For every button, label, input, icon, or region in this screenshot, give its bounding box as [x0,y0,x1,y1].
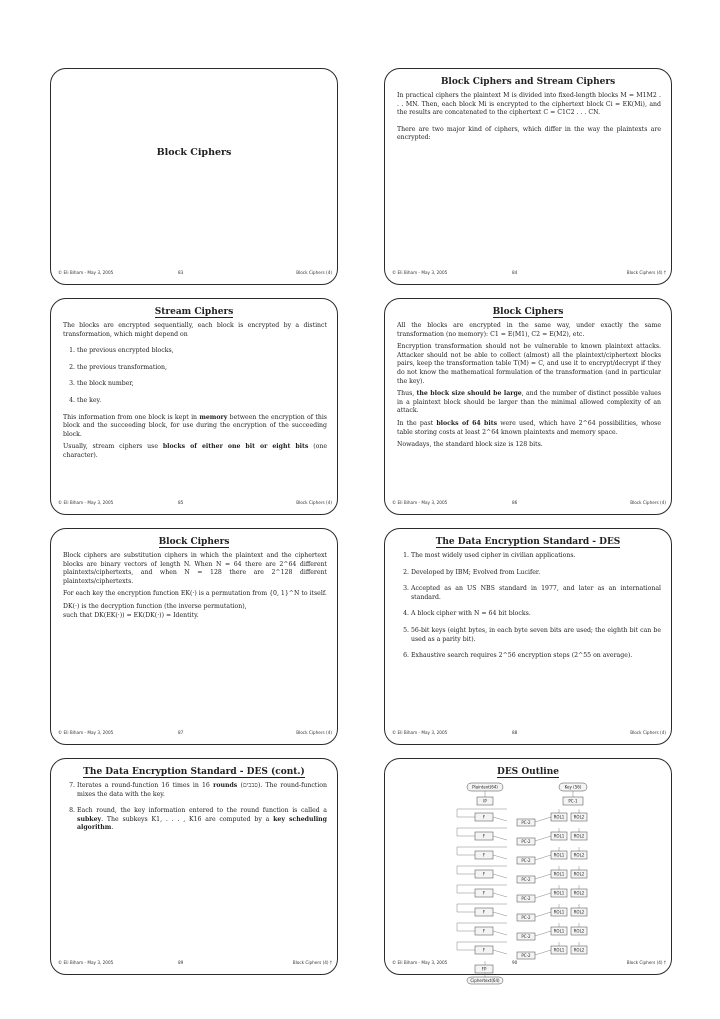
rol-box-label: ROL1 [553,909,565,915]
connector-line [493,855,507,859]
slide-body [385,548,671,661]
footer-author: © Eli Biham - May 3, 2005 [392,960,448,965]
list-item: 1. The most widely used cipher in civilian applications. [411,552,661,561]
rol-box-label: ROL1 [553,928,565,934]
footer-author: © Eli Biham - May 3, 2005 [392,270,448,275]
pc2-box-label: PC-2 [521,858,531,864]
paragraph: Nowadays, the standard block size is 128 bits. [397,441,543,449]
footer-topic: Block Ciphers (4) [296,270,332,275]
footer-topic: Block Ciphers (4) [630,500,666,505]
connector-line [535,931,551,936]
connector-line [535,874,551,879]
slide-89 [50,758,338,975]
slide-title: Block Ciphers [156,147,232,158]
des-diagram-svg [447,781,627,984]
slide-title [385,536,671,548]
ip-box-label: IP [483,798,487,804]
slide-title: Block Ciphers and Stream Ciphers [440,77,616,87]
list-item: 3. Accepted as an US NBS standard in 1977, and later as an international standard. [411,585,661,602]
footer-page: 87 [178,730,184,735]
pc2-box-label: PC-2 [521,839,531,845]
slide-83 [50,68,338,285]
connector-line [535,912,551,917]
paragraph: For each key the encryption function EK(·) is a permutation from {0, 1}^N to itself. [63,590,327,598]
slide-87 [50,528,338,745]
rol2-box-label: ROL2 [573,928,585,934]
slide-footer [50,268,338,278]
footer-topic: Block Ciphers (4) [630,730,666,735]
connector-line [493,817,507,821]
footer-page: 85 [178,500,184,505]
paragraph: There are two major kind of ciphers, which differ in the way the plaintexts are encrypted: [397,125,661,142]
slide-body [51,548,337,620]
plaintext-box-label: Plaintext(64) [472,784,498,790]
connector-line [493,950,507,954]
connector-line [535,855,551,860]
ciphertext-box-label: Ciphertext(64) [470,978,500,984]
list-item: 2. Developed by IBM; Evolved from Lucifer. [411,569,661,578]
paragraph: In practical ciphers the plaintext M is divided into fixed-length blocks M = M1M2 . . . MN. Then, each block Mi is encrypted to the ciphertext block Ci = EK(Mi), and the results are concatenated to the ciphertext C = C1C2 . . . CN. [397,92,661,117]
footer-page: 89 [178,960,184,965]
pc1-box-label: PC-1 [568,798,578,804]
footer-topic: Block Ciphers (4) † [626,270,666,275]
slide-85 [50,298,338,515]
footer-author: © Eli Biham - May 3, 2005 [392,500,448,505]
rol-box-label: ROL1 [553,814,565,820]
f-box-label: F [482,947,486,953]
slide-86 [384,298,672,515]
pc2-box-label: PC-2 [521,953,531,959]
rol-box-label: ROL1 [553,852,565,858]
footer-topic: Block Ciphers (4) [296,730,332,735]
paragraph: DK(·) is the decryption function (the inverse permutation), [63,602,247,610]
pc2-box-label: PC-2 [521,915,531,921]
slide-title [51,766,337,778]
list-item: 1. the previous encrypted blocks, [77,347,327,356]
slide-title-text: Block Ciphers [492,307,564,317]
key-box-label: Key (56) [564,784,582,790]
paragraph: Thus, the block size should be large, and the number of distinct possible values in a plaintext block should be larger than the minimal allowed complexity of an attack. [397,390,662,415]
footer-page: 86 [512,500,518,505]
slide-90 [384,758,672,984]
rol2-box-label: ROL2 [573,890,585,896]
paragraph: The blocks are encrypted sequentially, each block is encrypted by a distinct transformation, which might depend on [63,322,327,338]
slide-footer [384,728,672,738]
slide-title [385,306,671,318]
footer-page: 83 [178,270,184,275]
slide-body [51,778,337,833]
f-box-label: F [482,928,486,934]
paragraph: Block ciphers are substitution ciphers in which the plaintext and the ciphertext blocks are binary vectors of length N. When N = 64 there are 2^64 different plaintexts/ciphertexts, and when N = 128 there are 2^128 different plaintexts/ciphertexts. [63,552,327,585]
connector-line [493,893,507,897]
slide-88 [384,528,672,745]
footer-page: 88 [512,730,518,735]
footer-author: © Eli Biham - May 3, 2005 [392,730,448,735]
list [397,552,661,661]
connector-line [493,874,507,878]
fp-box-label: FP [481,966,487,972]
slide-body [385,88,671,143]
rol2-box-label: ROL2 [573,833,585,839]
pc2-box-label: PC-2 [521,820,531,826]
list-item: 8. Each round, the key information entered to the round function is called a subkey. The subkeys K1, . . . , K16 are computed by a key scheduling algorithm. [77,807,327,833]
connector-line [535,950,551,955]
f-box-label: F [482,890,486,896]
rol2-box-label: ROL2 [573,814,585,820]
rol-box-label: ROL1 [553,833,565,839]
rol2-box-label: ROL2 [573,909,585,915]
list-item: 3. the block number, [77,380,327,389]
footer-page: 84 [512,270,518,275]
slide-footer [50,728,338,738]
slide-body [385,318,671,450]
slide-title [385,766,671,778]
slide-title-text: The Data Encryption Standard - DES [435,537,621,547]
slide-footer [384,498,672,508]
f-box-label: F [482,852,486,858]
slide-title-text: The Data Encryption Standard - DES (cont.) [83,767,305,777]
connector-line [493,931,507,935]
slide-title-text: Block Ciphers [158,537,230,547]
slide-footer [384,958,672,968]
footer-topic: Block Ciphers (4) [296,500,332,505]
rol-box-label: ROL1 [553,947,565,953]
slide-title [51,536,337,548]
list-item: 5. 56-bit keys (eight bytes, in each byte seven bits are used; the eighth bit can be used as a parity bit). [411,627,661,644]
connector-line [493,836,507,840]
slide-84 [384,68,672,285]
paragraph: Usually, stream ciphers use blocks of either one bit or eight bits (one character). [63,443,328,459]
pc2-box-label: PC-2 [521,877,531,883]
footer-page: 90 [512,960,518,965]
des-outline-diagram [447,781,627,984]
f-box-label: F [482,909,486,915]
slide-footer [50,958,338,968]
slide-footer [50,498,338,508]
connector-line [493,912,507,916]
list [63,347,327,405]
connector-line [535,817,551,822]
paragraph: such that DK(EK(·)) = EK(DK(·)) = Identity. [63,611,199,619]
list-item: 2. the previous transformation, [77,364,327,373]
list-item: 4. A block cipher with N = 64 bit blocks. [411,610,661,619]
paragraph: In the past blocks of 64 bits were used, which have 2^64 possibilities, whose table storing costs at least 2^64 known plaintexts and memory space. [397,419,661,436]
slide-title [51,306,337,318]
paragraph: This information from one block is kept in memory between the encryption of this block and the succeeding block, for use during the encryption of the succeeding block. [63,413,327,438]
rol2-box-label: ROL2 [573,947,585,953]
slide-footer [384,268,672,278]
footer-author: © Eli Biham - May 3, 2005 [58,730,114,735]
list [63,782,327,833]
footer-author: © Eli Biham - May 3, 2005 [58,270,114,275]
rol-box-label: ROL1 [553,890,565,896]
rol2-box-label: ROL2 [573,871,585,877]
slide-title-text: DES Outline [497,767,559,777]
rol-box-label: ROL1 [553,871,565,877]
f-box-label: F [482,814,486,820]
footer-topic: Block Ciphers (4) † [292,960,332,965]
list-item: 4. the key. [77,397,327,406]
f-box-label: F [482,833,486,839]
connector-line [535,893,551,898]
pc2-box-label: PC-2 [521,896,531,902]
footer-topic: Block Ciphers (4) † [626,960,666,965]
slide-title-text: Stream Ciphers [154,307,234,317]
slide-body [51,318,337,461]
footer-author: © Eli Biham - May 3, 2005 [58,960,114,965]
rol2-box-label: ROL2 [573,852,585,858]
paragraph: All the blocks are encrypted in the same way, under exactly the same transformation (no memory): C1 = E(M1), C2 = E(M2), etc. [397,322,661,338]
connector-line [535,836,551,841]
list-item: 6. Exhaustive search requires 2^56 encryption steps (2^55 on average). [411,652,661,661]
list-item: 7. Iterates a round-function 16 times in 16 rounds (סבבים). The round-function mixes the data with the key. [77,782,327,799]
paragraph: Encryption transformation should not be vulnerable to known plaintext attacks. Attacker should not be able to collect (almost) all the plaintext/ciphertext blocks pairs, keep the transformation table T(M) = C, and use it to encrypt/decrypt if they do not know the mathematical formulation of the transformation (and in particular the key). [397,343,661,385]
f-box-label: F [482,871,486,877]
footer-author: © Eli Biham - May 3, 2005 [58,500,114,505]
pc2-box-label: PC-2 [521,934,531,940]
